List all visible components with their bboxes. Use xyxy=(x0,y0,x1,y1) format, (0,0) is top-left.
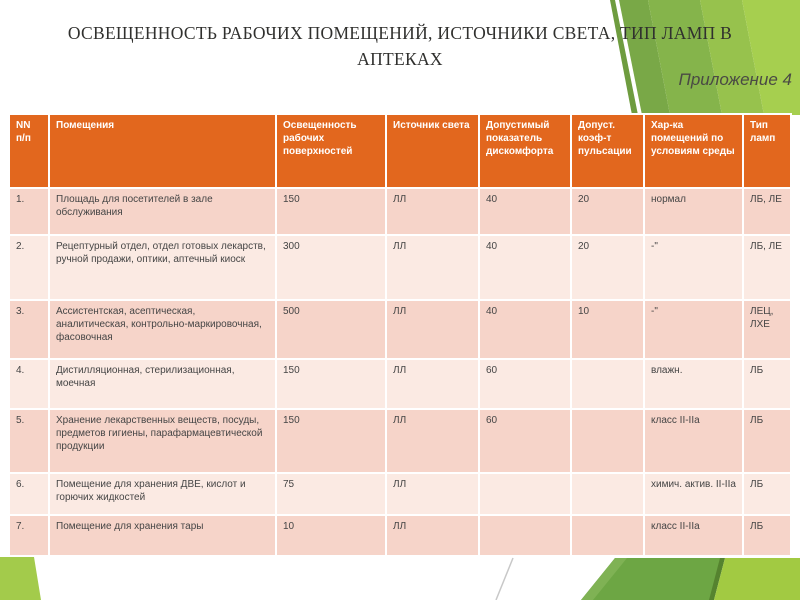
table-cell: ЛБ, ЛЕ xyxy=(744,189,790,234)
table-cell: ЛЛ xyxy=(387,410,478,472)
table-cell: 20 xyxy=(572,236,643,299)
table-cell: ЛЛ xyxy=(387,474,478,514)
header-cell-rooms: Помещения xyxy=(50,115,275,187)
table-row xyxy=(10,410,790,472)
table-cell: Помещение для хранения ДВЕ, кислот и горючих жидкостей xyxy=(50,474,275,514)
table-cell: 40 xyxy=(480,301,570,358)
table-cell: 40 xyxy=(480,189,570,234)
table-cell: ЛБ xyxy=(744,360,790,408)
table-cell: класс II-IIa xyxy=(645,410,742,472)
green-shape-light xyxy=(714,558,800,600)
table-cell: -" xyxy=(645,301,742,358)
table-cell: Ассистентская, асептическая, аналитическая, контрольно-маркировочная, фасовочная xyxy=(50,301,275,358)
table-cell: химич. актив. II-IIa xyxy=(645,474,742,514)
table-cell: 3. xyxy=(10,301,48,358)
header-cell-discomfort: Допустимый показатель дискомфорта xyxy=(480,115,570,187)
table-cell: ЛБ xyxy=(744,474,790,514)
header-cell-light-source: Источник света xyxy=(387,115,478,187)
table-cell: Дистилляционная, стерилизационная, моечная xyxy=(50,360,275,408)
table-cell: 6. xyxy=(10,474,48,514)
table-cell: ЛЛ xyxy=(387,516,478,555)
header-cell-nn: NN п/п xyxy=(10,115,48,187)
table-cell: 7. xyxy=(10,516,48,555)
table-cell xyxy=(572,516,643,555)
table-cell: 150 xyxy=(277,360,385,408)
table-cell: 10 xyxy=(572,301,643,358)
page-title: ОСВЕЩЕННОСТЬ РАБОЧИХ ПОМЕЩЕНИЙ, ИСТОЧНИКИ СВЕТА, ТИП ЛАМП В АПТЕКАХ xyxy=(67,23,733,70)
table-cell: 150 xyxy=(277,410,385,472)
table-cell xyxy=(572,410,643,472)
table-header-row xyxy=(10,115,790,187)
table-cell: ЛЛ xyxy=(387,360,478,408)
bottom-left-green-decoration xyxy=(0,557,45,600)
table-cell: 300 xyxy=(277,236,385,299)
table-cell xyxy=(480,516,570,555)
table-cell: -" xyxy=(645,236,742,299)
table-row xyxy=(10,516,790,555)
table-cell: класс II-IIa xyxy=(645,516,742,555)
table-cell: 60 xyxy=(480,410,570,472)
table-cell: влажн. xyxy=(645,360,742,408)
lighting-table xyxy=(8,113,792,557)
table-cell: Хранение лекарственных веществ, посуды, предметов гигиены, парафармацевтической продукции xyxy=(50,410,275,472)
diagonal-line xyxy=(496,558,513,600)
table-cell: 4. xyxy=(10,360,48,408)
table-cell xyxy=(572,474,643,514)
table-cell: ЛБ, ЛЕ xyxy=(744,236,790,299)
table-cell: 20 xyxy=(572,189,643,234)
table-body xyxy=(10,189,790,555)
table-cell: Помещение для хранения тары xyxy=(50,516,275,555)
table-cell xyxy=(480,474,570,514)
header-cell-environment: Хар-ка помещений по условиям среды xyxy=(645,115,742,187)
header-cell-pulsation: Допуст. коэф-т пульсации xyxy=(572,115,643,187)
table-cell: 500 xyxy=(277,301,385,358)
table-cell: 2. xyxy=(10,236,48,299)
table-row xyxy=(10,360,790,408)
table-row xyxy=(10,301,790,358)
table-cell: 150 xyxy=(277,189,385,234)
table-row xyxy=(10,189,790,234)
table-cell: ЛЛ xyxy=(387,301,478,358)
table-cell: Рецептурный отдел, отдел готовых лекарств, ручной продажи, оптики, аптечный киоск xyxy=(50,236,275,299)
header-cell-illumination: Освещенность рабочих поверхностей xyxy=(277,115,385,187)
bottom-right-green-decoration xyxy=(490,556,800,600)
table-cell: 5. xyxy=(10,410,48,472)
appendix-label: Приложение 4 xyxy=(678,70,792,89)
table-cell xyxy=(572,360,643,408)
table-cell: Площадь для посетителей в зале обслуживания xyxy=(50,189,275,234)
table-cell: ЛБ xyxy=(744,516,790,555)
table-cell: ЛЕЦ, ЛХЕ xyxy=(744,301,790,358)
table-cell: ЛЛ xyxy=(387,236,478,299)
header-cell-lamp-type: Тип ламп xyxy=(744,115,790,187)
table-row xyxy=(10,474,790,514)
table-cell: 1. xyxy=(10,189,48,234)
table-cell: ЛБ xyxy=(744,410,790,472)
table-cell: 40 xyxy=(480,236,570,299)
table-cell: 10 xyxy=(277,516,385,555)
table-header xyxy=(10,115,790,187)
table-cell: 75 xyxy=(277,474,385,514)
table-cell: ЛЛ xyxy=(387,189,478,234)
table-cell: 60 xyxy=(480,360,570,408)
table-row xyxy=(10,236,790,299)
green-wedge-shape xyxy=(0,557,41,600)
table-cell: нормал xyxy=(645,189,742,234)
